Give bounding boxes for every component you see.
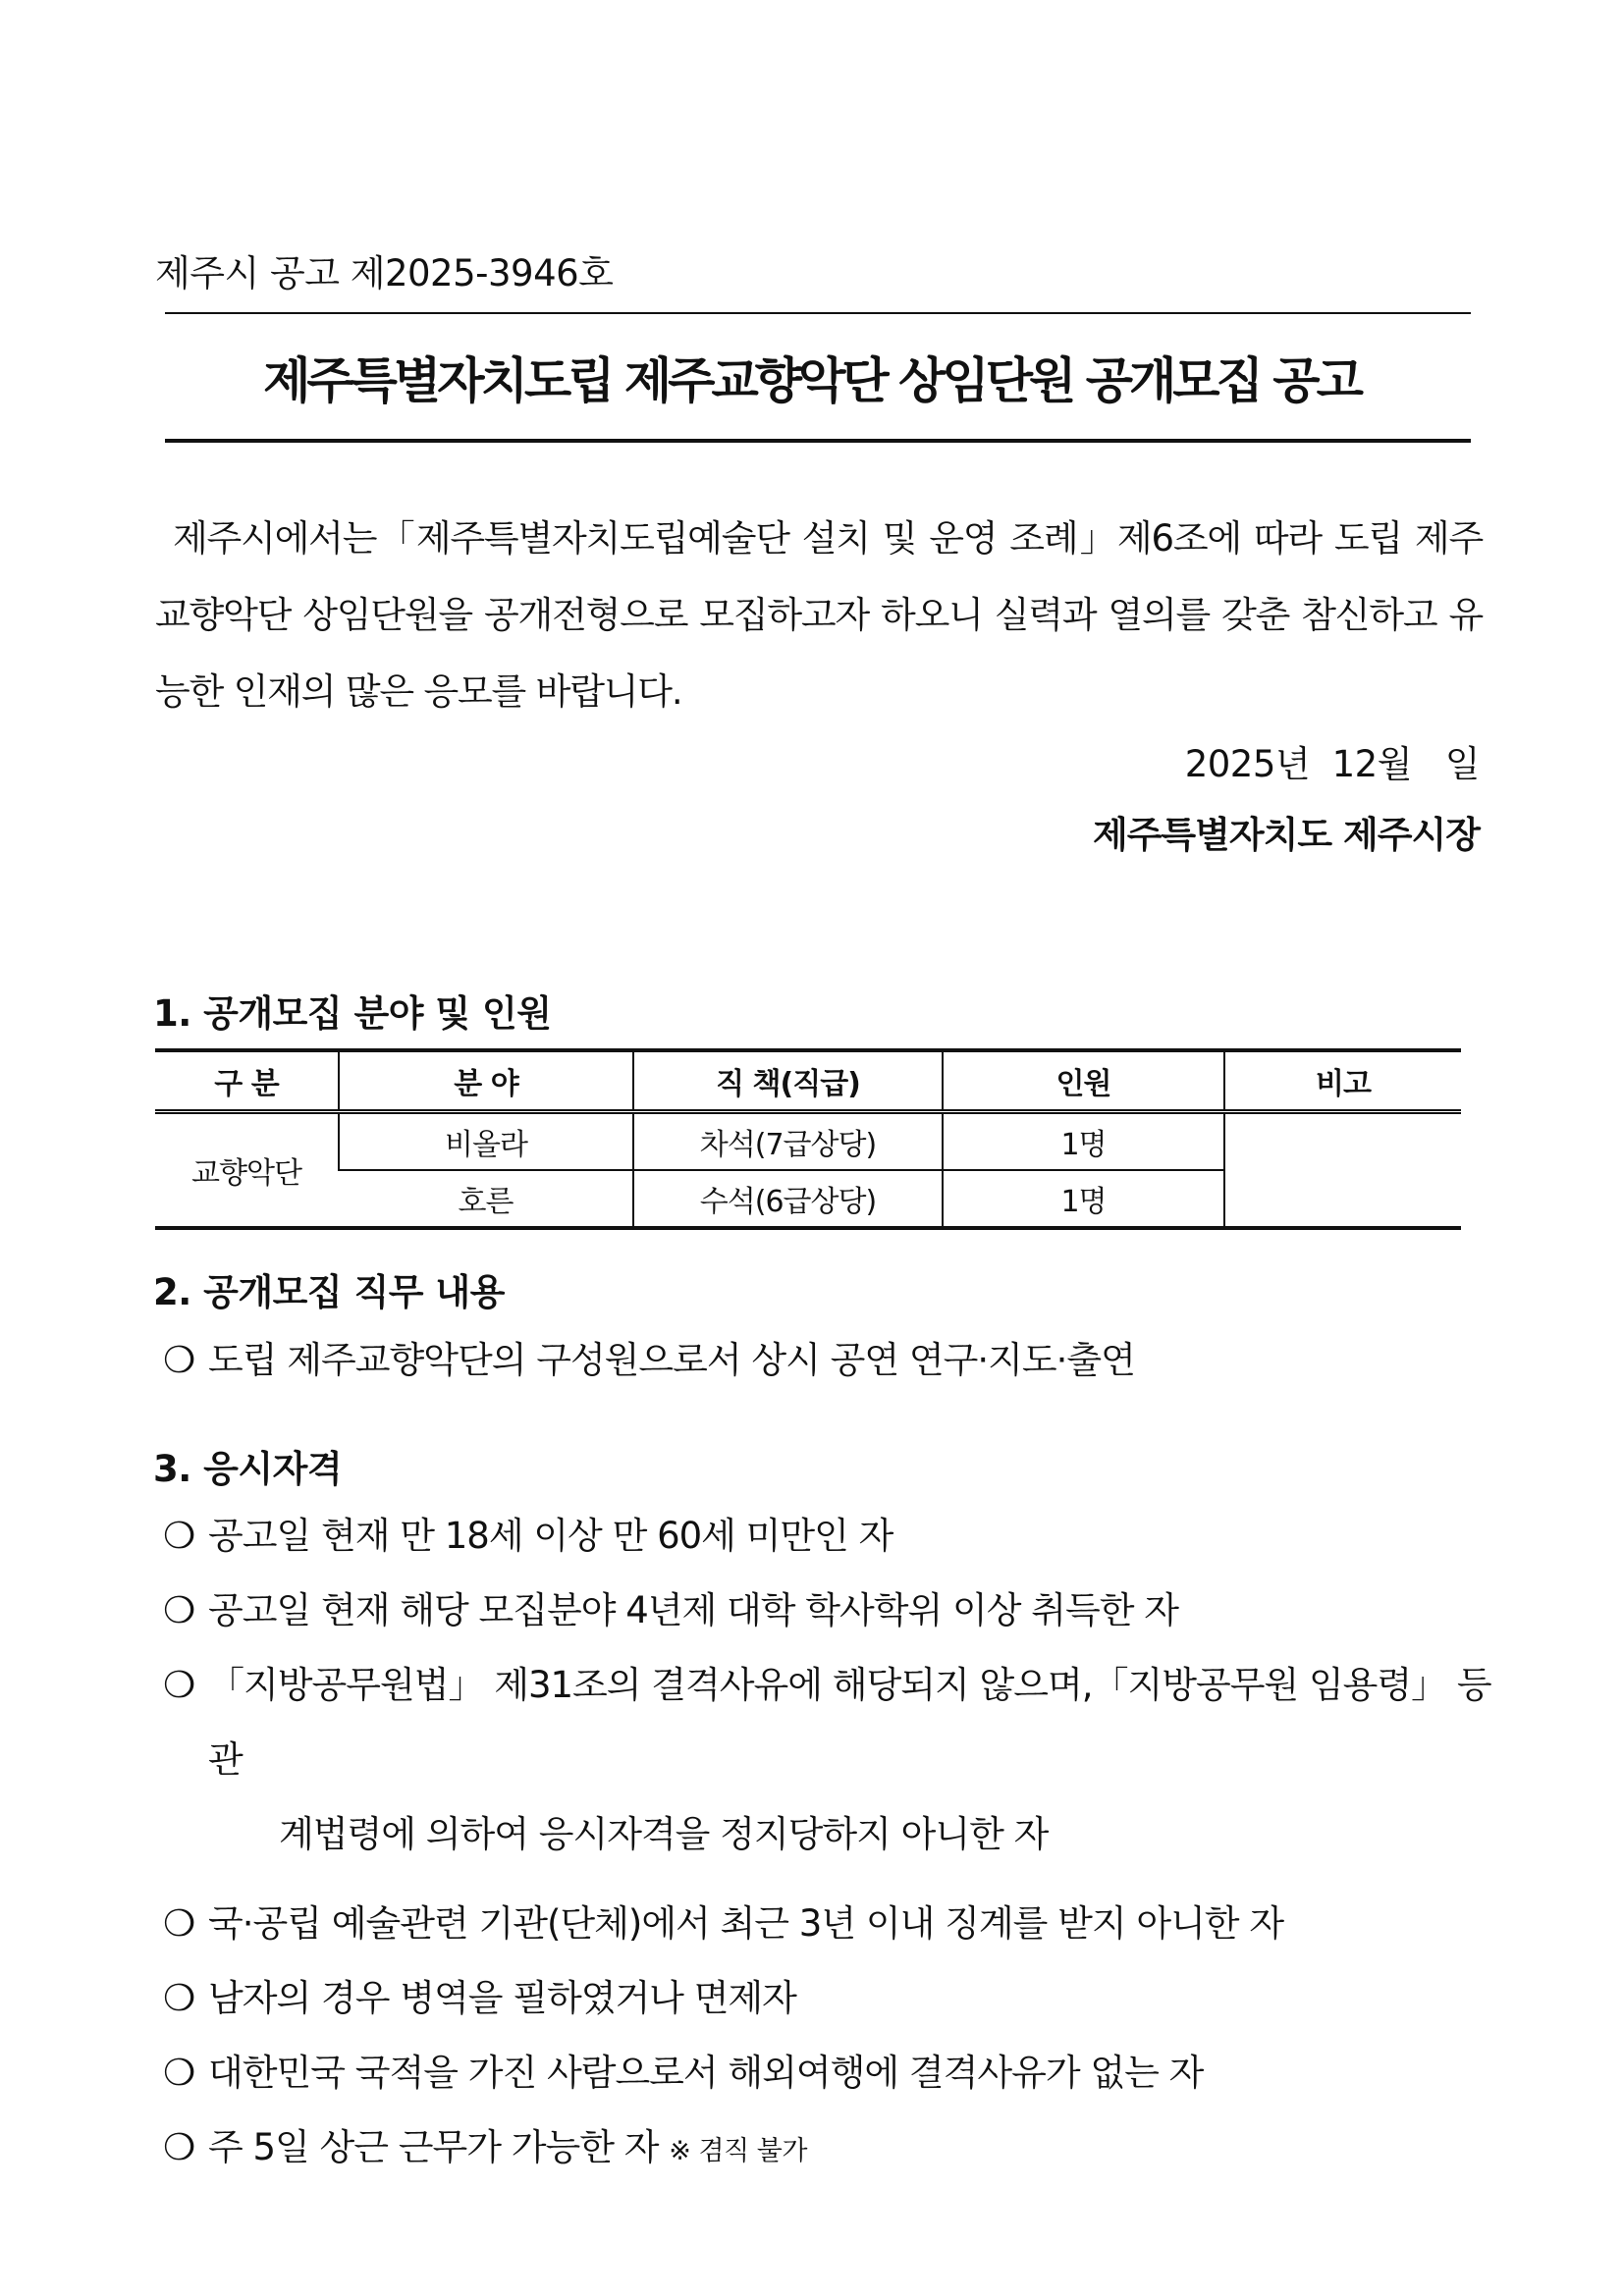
title-top-rule (165, 312, 1471, 314)
list-item (163, 1514, 1498, 1559)
list-item-line-1: 「지방공무원법」 제31조의 결격사유에 해당되지 않으며,「지방공무원 임용령」 등 관 (208, 1664, 1491, 1781)
col-header-field: 분 야 (339, 1050, 633, 1112)
circle-bullet-icon: ❍ (163, 1902, 195, 1945)
circle-bullet-icon: ❍ (163, 1977, 195, 2019)
list-item-text: 국·공립 예술관련 기관(단체)에서 최근 3년 이내 징계를 받지 아니한 자 (208, 1902, 1284, 1945)
circle-bullet-icon: ❍ (163, 2052, 195, 2094)
list-item-text: 공고일 현재 해당 모집분야 4년제 대학 학사학위 이상 취득한 자 (208, 1589, 1178, 1631)
col-header-remarks: 비고 (1224, 1050, 1461, 1112)
cell-field: 호른 (339, 1170, 633, 1228)
cell-count: 1명 (943, 1170, 1224, 1228)
col-header-position: 직 책(직급) (633, 1050, 943, 1112)
table-header-row (155, 1050, 1461, 1112)
col-header-category: 구 분 (155, 1050, 339, 1112)
list-item-text (208, 2125, 1498, 2174)
duty-list (163, 1338, 1498, 1383)
notice-number: 제주시 공고 제2025-3946호 (155, 252, 614, 294)
circle-bullet-icon: ❍ (163, 2126, 195, 2168)
cell-group: 교향악단 (155, 1112, 339, 1229)
list-item (163, 1588, 1498, 1633)
qualification-list (163, 1514, 1498, 2204)
list-item-line-2: 계법령에 의하여 응시자격을 정지당하지 아니한 자 (279, 1813, 1049, 1855)
list-item (163, 2125, 1498, 2174)
section-3-heading: 3. 응시자격 (153, 1448, 343, 1490)
list-item (163, 2051, 1498, 2096)
title-bottom-rule (165, 439, 1471, 443)
list-item-text: 대한민국 국적을 가진 사람으로서 해외여행에 결격사유가 없는 자 (208, 2052, 1204, 2094)
circle-bullet-icon: ❍ (163, 1515, 195, 1557)
dual-job-note: ※ 겸직 불가 (669, 2136, 807, 2166)
intro-paragraph (155, 501, 1483, 730)
list-item (163, 1976, 1498, 2021)
section-2-heading: 2. 공개모집 직무 내용 (153, 1271, 505, 1313)
list-item-text (208, 1648, 1498, 1872)
circle-bullet-icon: ❍ (163, 1664, 195, 1706)
signer: 제주특별자치도 제주시장 (1092, 814, 1480, 856)
list-item (163, 1663, 1498, 1872)
circle-bullet-icon: ❍ (163, 1339, 195, 1381)
section-1-heading: 1. 공개모집 분야 및 인원 (153, 992, 552, 1035)
list-item-text: 남자의 경우 병역을 필하였거나 면제자 (208, 1977, 796, 2019)
col-header-count: 인원 (943, 1050, 1224, 1112)
circle-bullet-icon: ❍ (163, 1589, 195, 1631)
notice-date: 2025년 12월 일 (1184, 743, 1480, 785)
list-item (163, 1901, 1498, 1947)
recruitment-table (155, 1048, 1461, 1230)
list-item-text: 공고일 현재 만 18세 이상 만 60세 미만인 자 (208, 1515, 893, 1557)
list-item-main: 주 5일 상근 근무가 가능한 자 (208, 2126, 659, 2168)
page-title: 제주특별자치도립 제주교향악단 상임단원 공개모집 공고 (263, 352, 1360, 409)
cell-position: 수석(6급상당) (633, 1170, 943, 1228)
cell-remarks (1224, 1112, 1461, 1229)
intro-text: 제주시에서는「제주특별자치도립예술단 설치 및 운영 조례」제6조에 따라 도립 제주교향악단 상임단원을 공개전형으로 모집하고자 하오니 실력과 열의를 갖춘 참신하고 유능한 인재의 많은 응모를 바랍니다. (155, 517, 1483, 713)
cell-position: 차석(7급상당) (633, 1112, 943, 1171)
list-item-text: 도립 제주교향악단의 구성원으로서 상시 공연 연구·지도·출연 (208, 1339, 1135, 1381)
cell-count: 1명 (943, 1112, 1224, 1171)
table-row (155, 1112, 1461, 1171)
cell-field: 비올라 (339, 1112, 633, 1171)
list-item (163, 1338, 1498, 1383)
